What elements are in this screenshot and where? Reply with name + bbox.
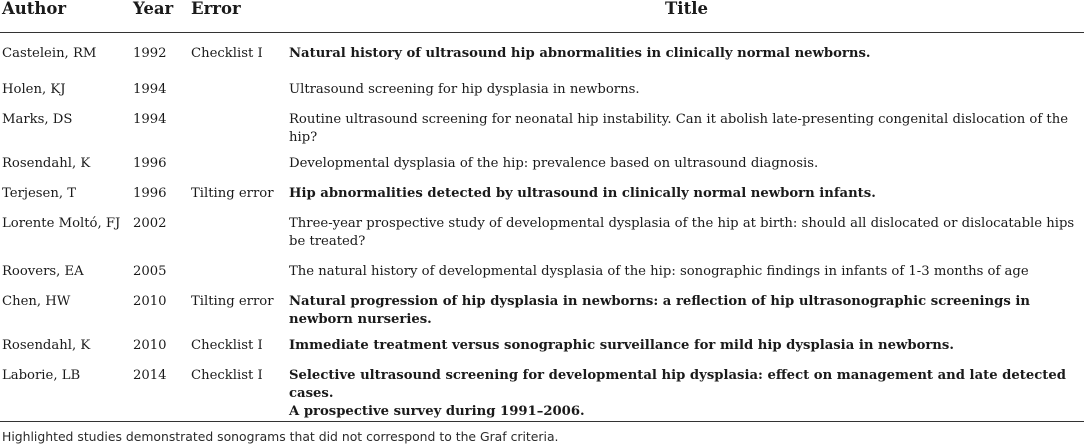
cell-error: Checklist I <box>191 46 263 61</box>
cell-error: Checklist I <box>191 368 263 383</box>
cell-author: Rosendahl, K <box>2 156 91 171</box>
title-text: Three-year prospective study of developmental dysplasia of the hip at birth: should all dislocated or dislocatable hips be treated? <box>289 216 1075 249</box>
title-text: The natural history of developmental dysplasia of the hip: sonographic findings in infants of 1-3 months of age <box>289 264 1029 279</box>
cell-author: Rosendahl, K <box>2 338 91 353</box>
table-row <box>0 73 1084 103</box>
cell-year: 1996 <box>133 156 167 171</box>
cell-title <box>287 359 1084 421</box>
header-error: Error <box>189 0 287 33</box>
cell-author: Marks, DS <box>2 112 73 127</box>
cell-year: 2010 <box>133 294 167 309</box>
cell-year: 1996 <box>133 186 167 201</box>
cell-year: 2010 <box>133 338 167 353</box>
cell-title <box>287 177 1084 207</box>
cell-error: Tilting error <box>191 186 274 201</box>
header-year: Year <box>131 0 189 33</box>
title-text: Developmental dysplasia of the hip: prevalence based on ultrasound diagnosis. <box>289 156 819 171</box>
table-row <box>0 147 1084 177</box>
cell-error <box>189 73 287 103</box>
cell-author: Terjesen, T <box>2 186 77 201</box>
cell-year: 1992 <box>133 46 167 61</box>
title-text: Natural history of ultrasound hip abnormalities in clinically normal newborns. <box>289 46 871 61</box>
cell-error: Tilting error <box>191 294 274 309</box>
title-text: Ultrasound screening for hip dysplasia in newborns. <box>289 82 640 97</box>
cell-error <box>189 103 287 147</box>
title-text: Routine ultrasound screening for neonatal hip instability. Can it abolish late-presenting congenital dislocation of the hip? <box>289 112 1069 145</box>
title-text: Natural progression of hip dysplasia in newborns: a reflection of hip ultrasonographic screenings in newborn nurseries. <box>289 294 1030 327</box>
cell-title <box>287 255 1084 285</box>
table-row <box>0 359 1084 421</box>
table-row <box>0 255 1084 285</box>
table-header <box>0 0 1084 33</box>
table-row <box>0 329 1084 359</box>
cell-title <box>287 73 1084 103</box>
cell-year: 2005 <box>133 264 167 279</box>
cell-error: Checklist I <box>191 338 263 353</box>
table-row <box>0 285 1084 329</box>
table-row <box>0 103 1084 147</box>
header-author: Author <box>0 0 131 33</box>
cell-error <box>189 147 287 177</box>
cell-year: 2002 <box>133 216 167 231</box>
cell-title <box>287 207 1084 255</box>
header-title: Title <box>287 0 1084 33</box>
table-bottom-rule <box>0 421 1084 422</box>
table-row <box>0 177 1084 207</box>
title-text: Hip abnormalities detected by ultrasound in clinically normal newborn infants. <box>289 186 876 201</box>
cell-author: Lorente Moltó, FJ <box>2 216 121 231</box>
table-row <box>0 207 1084 255</box>
cell-author: Laborie, LB <box>2 368 81 383</box>
cell-author: Roovers, EA <box>2 264 84 279</box>
cell-title <box>287 147 1084 177</box>
title-text: Immediate treatment versus sonographic surveillance for mild hip dysplasia in newborns. <box>289 338 954 353</box>
cell-title <box>287 329 1084 359</box>
cell-error <box>189 207 287 255</box>
cell-year: 2014 <box>133 368 167 383</box>
title-text-line2: A prospective survey during 1991–2006. <box>289 404 585 419</box>
cell-error <box>189 255 287 285</box>
cell-title <box>287 33 1084 74</box>
table-row <box>0 33 1084 74</box>
cell-author: Holen, KJ <box>2 82 66 97</box>
table-body <box>0 33 1084 422</box>
table-footnote: Highlighted studies demonstrated sonograms that did not correspond to the Graf criteria. <box>2 429 559 444</box>
cell-year: 1994 <box>133 112 167 127</box>
title-text: Selective ultrasound screening for developmental hip dysplasia: effect on management and late detected cases. <box>289 368 1067 401</box>
cell-year: 1994 <box>133 82 167 97</box>
cell-title <box>287 285 1084 329</box>
header-row <box>0 0 1084 33</box>
cell-author: Chen, HW <box>2 294 71 309</box>
cell-title <box>287 103 1084 147</box>
cell-author: Castelein, RM <box>2 46 97 61</box>
